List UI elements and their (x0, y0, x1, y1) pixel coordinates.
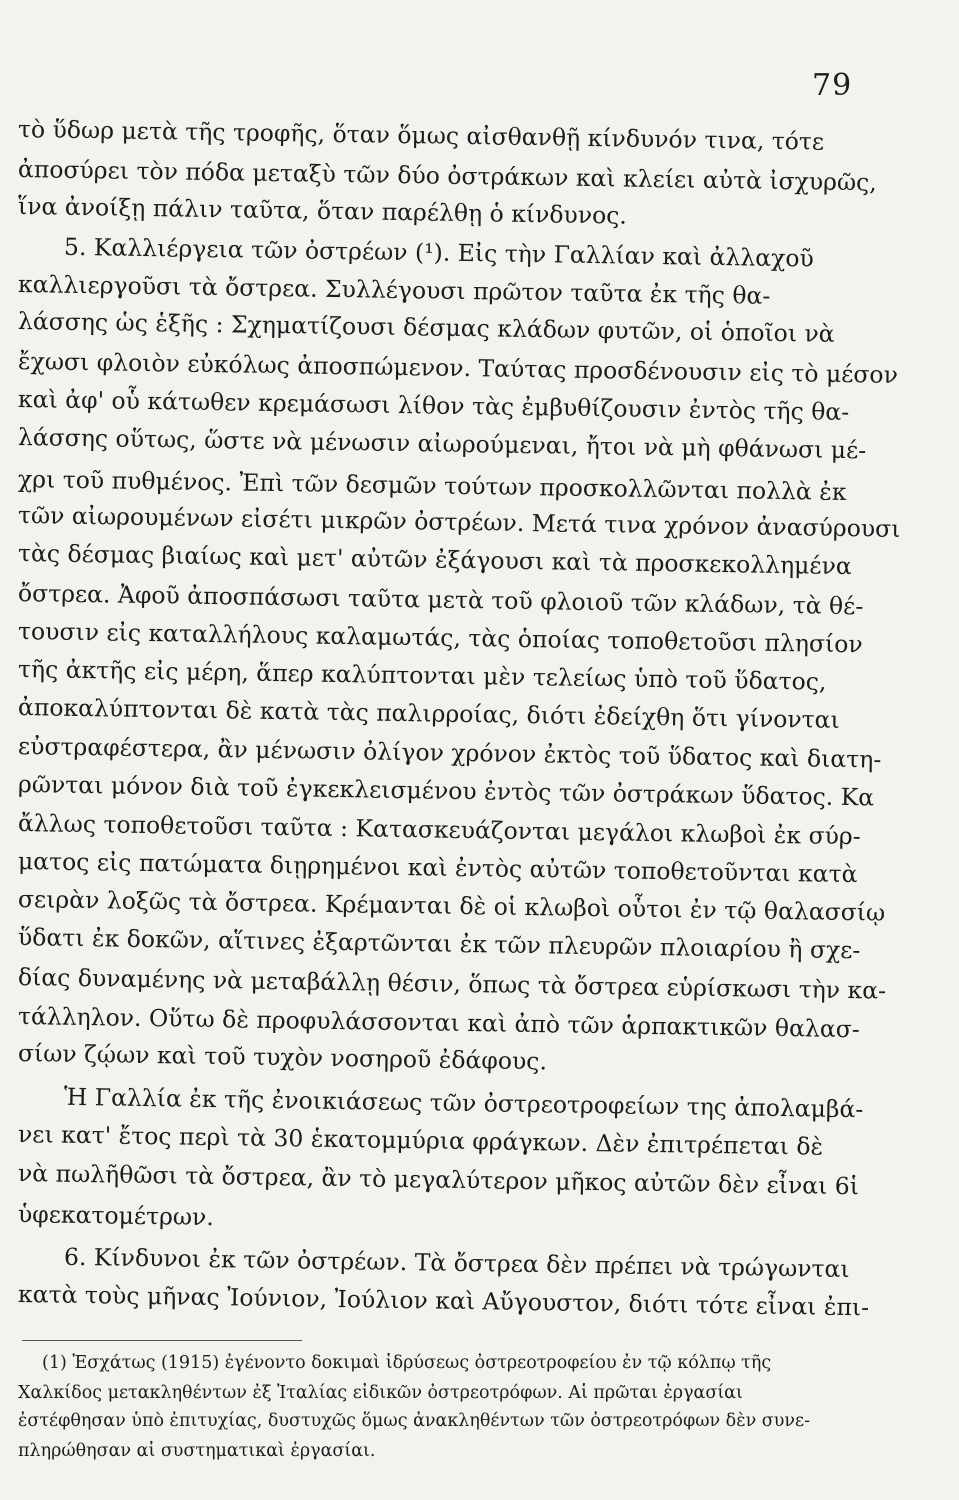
footnote-line: πληρώθησαν αἱ συστηματικαὶ ἐργασίαι. (18, 1441, 376, 1461)
paragraph-start-line: Ἡ Γαλλία ἐκ τῆς ἐνοικιάσεως τῶν ὀστρεοτροφείων της ἀπολαμβά- (63, 1082, 864, 1124)
body-line: λάσσης οὕτως, ὥστε νὰ μένωσιν αἰωρούμεναι, ἤτοι νὰ μὴ φθάνωσι μέ- (17, 423, 867, 465)
body-line: ὕδατι ἐκ δοκῶν, αἵτινες ἐξαρτῶνται ἐκ τῶν πλευρῶν πλοιαρίου ἢ σχε- (17, 923, 861, 965)
body-line: τὸ ὕδωρ μετὰ τῆς τροφῆς, ὅταν ὅμως αἰσθανθῇ κίνδυνόν τινα, τότε (17, 115, 825, 156)
section-heading-line: 5. Καλλιέργεια τῶν ὀστρέων (¹). Εἰς τὴν Γαλλίαν καὶ ἀλλαχοῦ (63, 232, 815, 273)
body-line: σειρὰν λοξῶς τὰ ὄστρεα. Κρέμανται δὲ οἱ κλωβοὶ οὗτοι ἐν τῷ θαλασσίῳ (17, 885, 886, 927)
body-line: ρῶνται μόνον διὰ τοῦ ἐγκεκλεισμένου ἐντὸς τῶν ὀστράκων ὕδατος. Κα (17, 770, 875, 812)
body-line: τῶν αἰωρουμένων εἰσέτι μικρῶν ὀστρέων. Μετά τινα χρόνον ἀνασύρουσι (17, 501, 901, 543)
body-line: τουσιν εἰς καταλλήλους καλαμωτάς, τὰς ὁποίας τοποθετοῦσι πλησίον (17, 617, 863, 659)
body-line: καὶ ἀφ' οὗ κάτωθεν κρεμάσωσι λίθον τὰς ἐμβυθίζουσιν ἐντὸς τῆς θα- (17, 385, 850, 427)
body-line: τὰς δέσμας βιαίως καὶ μετ' αὐτῶν ἐξάγουσι καὶ τὰ προσκεκολλημένα (17, 539, 852, 581)
body-line: ἀποσύρει τὸν πόδα μεταξὺ τῶν δύο ὀστράκων καὶ κλείει αὐτὰ ἰσχυρῶς, (17, 155, 878, 197)
body-line: κατὰ τοὺς μῆνας Ἰούνιον, Ἰούλιον καὶ Αὔγουστον, διότι τότε εἶναι ἐπι- (17, 1280, 870, 1322)
body-line: χρι τοῦ πυθμένος. Ἐπὶ τῶν δεσμῶν τούτων προσκολλῶνται πολλὰ ἐκ (17, 465, 847, 507)
footnote-line: Χαλκίδος μετακληθέντων ἐξ Ἰταλίας εἰδικῶν ὀστρεοτρόφων. Αἱ πρῶται ἐργασίαι (18, 1383, 743, 1403)
body-line: ἀποκαλύπτονται δὲ κατὰ τὰς παλιρροίας, διότι ἐδείχθη ὅτι γίνονται (17, 693, 840, 734)
body-line: τάλληλον. Οὕτω δὲ προφυλάσσονται καὶ ἀπὸ τῶν ἁρπακτικῶν θαλασ- (17, 1002, 860, 1044)
body-line: ἔχωσι φλοιὸν εὐκόλως ἀποσπώμενον. Ταύτας προσδένουσιν εἰς τὸ μέσον (17, 347, 899, 389)
body-line: ὑφεκατομέτρων. (17, 1200, 215, 1232)
body-line: δίας δυναμένης νὰ μεταβάλλῃ θέσιν, ὅπως τὰ ὄστρεα εὑρίσκωσι τὴν κα- (17, 963, 887, 1005)
body-line: ἵνα ἀνοίξῃ πάλιν ταῦτα, ὅταν παρέλθῃ ὁ κίνδυνος. (17, 192, 628, 230)
section-heading-line: 6. Κίνδυνοι ἐκ τῶν ὀστρέων. Τὰ ὄστρεα δὲν πρέπει νὰ τρώγωνται (63, 1242, 850, 1284)
body-line: νει κατ' ἔτος περὶ τὰ 30 ἑκατομμύρια φράγκων. Δὲν ἐπιτρέπεται δὲ (17, 1120, 824, 1161)
footnote-line: ἐστέφθησαν ὑπὸ ἐπιτυχίας, δυστυχῶς ὅμως ἀνακληθέντων τῶν ὀστρεοτρόφων δὲν συνε- (18, 1411, 811, 1431)
footnote-line: (1) Ἐσχάτως (1915) ἐγένοντο δοκιμαὶ ἱδρύσεως ὀστρεοτροφείου ἐν τῷ κόλπῳ τῆς (42, 1353, 772, 1373)
body-line: σίων ζῴων καὶ τοῦ τυχὸν νοσηροῦ ἐδάφους. (17, 1039, 548, 1076)
body-line: ματος εἰς πατώματα διῃρημένοι καὶ ἐντὸς αὐτῶν τοποθετοῦνται κατὰ (17, 847, 858, 889)
page-number: 79 (812, 68, 853, 103)
body-line: λάσσης ὡς ἑξῆς : Σχηματίζουσι δέσμας κλάδων φυτῶν, οἱ ὁποῖοι νὰ (17, 307, 835, 348)
body-line: ἄλλως τοποθετοῦσι ταῦτα : Κατασκευάζονται μεγάλοι κλωβοὶ ἐκ σύρ- (17, 809, 861, 851)
body-line: εὐστραφέστερα, ἂν μένωσιν ὀλίγον χρόνον ἐκτὸς τοῦ ὕδατος καὶ διατη- (17, 732, 882, 774)
body-line: καλλιεργοῦσι τὰ ὄστρεα. Συλλέγουσι πρῶτον ταῦτα ἐκ τῆς θα- (17, 270, 771, 310)
body-line: νὰ πωλῆθῶσι τὰ ὄστρεα, ἂν τὸ μεγαλύτερον μῆκος αὐτῶν δὲν εἶναι 6ἱ (17, 1159, 860, 1201)
body-line: ὄστρεα. Ἀφοῦ ἀποσπάσωσι ταῦτα μετὰ τοῦ φλοιοῦ τῶν κλάδων, τὰ θέ- (17, 579, 864, 621)
body-line: τῆς ἀκτῆς εἰς μέρη, ἅπερ καλύπτονται μὲν τελείως ὑπὸ τοῦ ὕδατος, (17, 655, 827, 696)
footnote-divider (22, 1340, 302, 1341)
